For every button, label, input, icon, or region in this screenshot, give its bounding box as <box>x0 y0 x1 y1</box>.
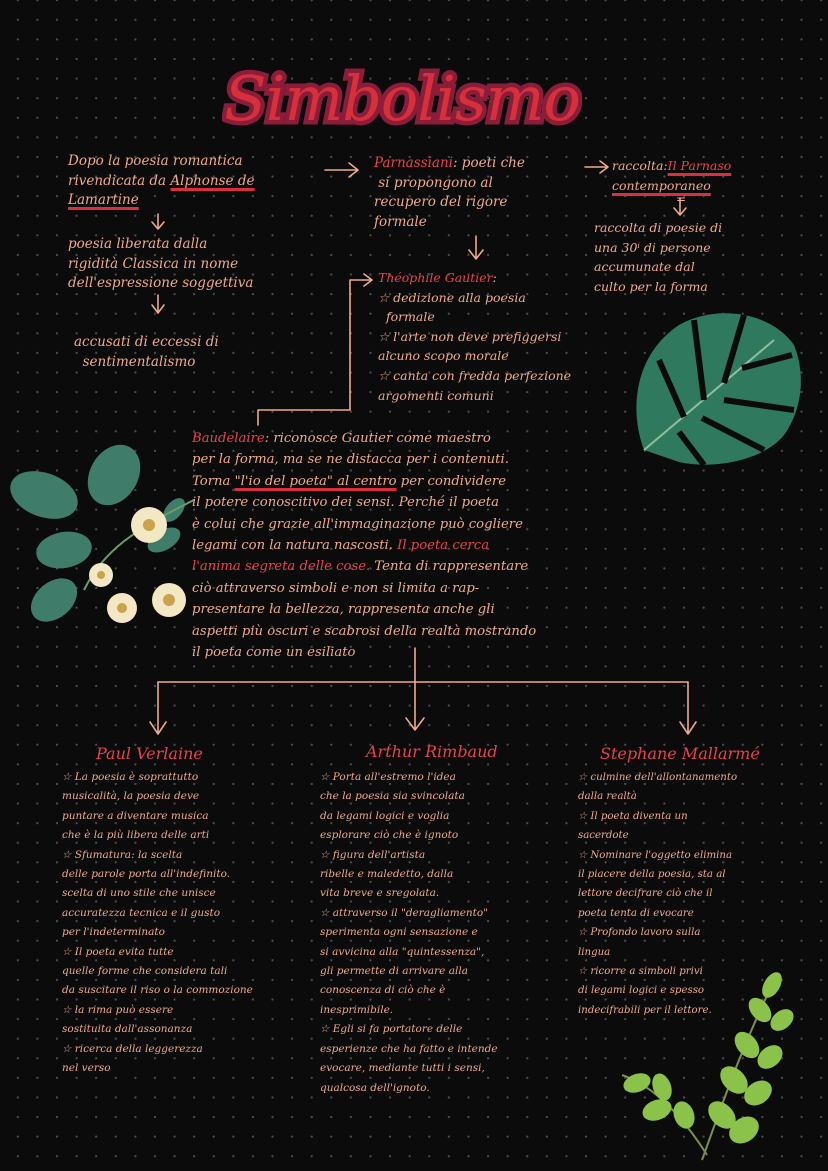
parnassiani-label: Parnassiani <box>374 155 453 171</box>
arrow-to-verlaine <box>150 682 166 734</box>
rimbaud-line: evocare, mediante tutti i sensi, <box>320 1062 485 1075</box>
verlaine-line: ☆ La poesia è soprattutto <box>62 771 199 783</box>
verlaine-heading: Paul Verlaine <box>96 744 203 763</box>
rimbaud-line: esplorare ciò che è ignoto <box>320 829 459 842</box>
gautier-name: Théophile Gautier <box>378 270 493 285</box>
verlaine-line: musicalità, la poesia deve <box>62 790 200 803</box>
baudelaire-highlight: Il poeta cerca <box>397 538 490 554</box>
arrow-parnassiani-to-parnaso <box>585 161 608 173</box>
baudelaire-line: : riconosce Gautier come maestro <box>264 431 491 446</box>
parnaso-desc-line: culto per la forma <box>594 278 708 294</box>
gautier-point: alcuno scopo morale <box>378 348 509 364</box>
mallarme-line: ☆ Nominare l'oggetto elimina <box>578 849 733 861</box>
baudelaire-line: Torna <box>192 473 235 489</box>
gautier-point: formale <box>385 309 435 325</box>
page-title <box>222 48 582 148</box>
mallarme-line: indecifrabili per il lettore. <box>578 1004 712 1016</box>
rimbaud-line: che la poesia sia svincolata <box>320 790 465 803</box>
intro-line1: Dopo la poesia romantica <box>68 153 243 169</box>
rimbaud-line: conoscenza di ciò che è <box>320 984 446 997</box>
parnaso-desc <box>594 218 722 296</box>
accusati-block <box>74 333 219 372</box>
mallarme-line: di legami logici e spesso <box>578 985 705 997</box>
verlaine-text <box>62 768 253 1079</box>
parnaso-name1: Il Parnaso <box>667 158 732 173</box>
baudelaire-name: Baudelaire <box>192 431 265 446</box>
rimbaud-line: si avvicina alla "quintessenza", <box>320 945 485 958</box>
rimbaud-line: qualcosa dell'ignoto. <box>320 1081 430 1094</box>
gautier-point: argomenti comuni <box>378 387 494 403</box>
mallarme-line: ☆ ricorre a simboli privi <box>578 966 703 978</box>
arrow-liberata-down <box>152 295 164 313</box>
rimbaud-line: gli permette di arrivare alla <box>320 965 468 978</box>
rimbaud-line: da legami logici e voglia <box>320 809 450 822</box>
baudelaire-io-poeta: "l'io del poeta" al centro <box>234 473 397 489</box>
rimbaud-line: ☆ Porta all'estremo l'idea <box>320 771 456 783</box>
baudelaire-line: il poeta come un esiliato <box>192 645 356 661</box>
mallarme-line: ☆ Il poeta diventa un <box>578 810 688 822</box>
parnaso-block <box>612 156 731 195</box>
baudelaire-block <box>192 428 536 663</box>
mallarme-line: il piacere della poesia, sta al <box>578 869 726 881</box>
verlaine-line: scelta di uno stile che unisce <box>62 887 216 900</box>
mallarme-line: sacerdote <box>578 830 629 842</box>
baudelaire-line: legami con la natura nascosti. <box>192 538 398 554</box>
parnaso-desc-line: una 30ⁱ di persone <box>594 239 711 255</box>
arrow-parnassiani-down <box>469 236 483 259</box>
baudelaire-line: per condividere <box>396 473 507 489</box>
parnaso-desc-line: accumunate dal <box>594 259 695 275</box>
gautier-block <box>378 268 571 405</box>
gautier-colon: : <box>492 270 497 285</box>
mallarme-line: lingua <box>578 946 611 958</box>
verlaine-line: per l'indeterminato <box>62 926 165 939</box>
rimbaud-line: esperienze che ha fatto e intende <box>320 1042 498 1055</box>
parnaso-name2: contemporaneo <box>612 177 711 193</box>
rimbaud-line: ☆ attraverso il "deragliamento" <box>320 906 489 919</box>
parnassiani-line: formale <box>374 213 427 230</box>
rimbaud-line: ☆ figura dell'artista <box>320 848 426 861</box>
gautier-point: ☆ dedizione alla poesia <box>378 289 526 305</box>
arrow-intro-to-parnassiani <box>325 163 358 177</box>
rimbaud-line: ☆ Egli si fa portatore delle <box>320 1023 463 1036</box>
baudelaire-line: per la forma, ma se ne distacca per i contenuti. <box>192 452 509 468</box>
verlaine-line: ☆ Sfumatura: la scelta <box>62 848 183 861</box>
verlaine-line: nel verso <box>62 1062 111 1075</box>
verlaine-line: da suscitare il riso o la commozione <box>62 984 253 997</box>
liberata-line: rigidità Classica in nome <box>68 255 239 272</box>
mallarme-line: ☆ Profondo lavoro sulla <box>578 927 701 939</box>
baudelaire-line: il potere conoscitivo dei sensi. Perché il poeta <box>192 495 499 511</box>
mallarme-line: poeta tenta di evocare <box>578 907 694 919</box>
verlaine-line: che è la più libera delle arti <box>62 829 210 842</box>
mallarme-heading: Stephane Mallarmé <box>600 744 760 763</box>
accusati-line: accusati di eccessi di <box>74 334 219 350</box>
liberata-block <box>68 235 253 294</box>
parnassiani-text: : poeti che <box>452 155 525 171</box>
verlaine-line: ☆ ricerca della leggerezza <box>62 1042 203 1055</box>
title-text: Simbolismo <box>224 62 580 135</box>
baudelaire-line: è colui che grazie all'immaginazione può cogliere <box>192 516 523 532</box>
verlaine-line: sostituita dall'assonanza <box>62 1023 193 1036</box>
rimbaud-text <box>320 768 498 1098</box>
liberata-line: poesia liberata dalla <box>68 236 208 252</box>
intro-name2: Lamartine <box>68 192 139 209</box>
gautier-point: ☆ l'arte non deve prefiggersi <box>378 328 562 344</box>
mallarme-line: ☆ culmine dell'allontanamento <box>578 772 738 783</box>
parnaso-equals: = <box>676 192 687 206</box>
baudelaire-line: aspetti più oscuri e scabrosi della realtà mostrando <box>192 623 537 639</box>
liberata-line: dell'espressione soggettiva <box>68 275 254 292</box>
verlaine-line: ☆ Il poeta evita tutte <box>62 945 174 958</box>
rimbaud-line: inesprimibile. <box>320 1003 394 1016</box>
parnaso-prefix: raccolta: <box>612 158 668 173</box>
accusati-line: sentimentalismo <box>82 353 196 370</box>
verlaine-line: quelle forme che considera tali <box>62 965 228 978</box>
verlaine-line: ☆ la rima può essere <box>62 1003 174 1016</box>
baudelaire-line: presentare la bellezza, rappresenta anche gli <box>192 602 495 618</box>
gautier-point: ☆ canta con fredda perfezione <box>378 367 572 383</box>
rimbaud-line: sperimenta ogni sensazione e <box>320 926 478 939</box>
mallarme-line: dalla realtà <box>578 791 637 803</box>
intro-name1: Alphonse de <box>170 172 255 189</box>
intro-line2: rivendicata da <box>68 172 167 189</box>
baudelaire-line: Tenta di rappresentare <box>370 559 529 575</box>
parnassiani-block <box>374 154 525 232</box>
rimbaud-line: ribelle e maledetto, dalla <box>320 868 454 881</box>
parnassiani-line: si propongono al <box>378 174 493 191</box>
verlaine-line: puntare a diventare musica <box>62 809 209 822</box>
line-baudelaire-to-gautier <box>258 274 372 425</box>
parnaso-desc-line: raccolta di poesie di <box>594 220 723 235</box>
baudelaire-highlight: l'anima segreta delle cose. <box>192 559 371 575</box>
rimbaud-line: vita breve e sregolata. <box>320 887 440 900</box>
intro-block <box>68 152 254 211</box>
verlaine-line: delle parole porta all'indefinito. <box>62 868 231 881</box>
monstera-leaf-icon <box>624 300 804 470</box>
mallarme-line: lettore decifrare ciò che il <box>578 888 713 900</box>
baudelaire-line: ciò attraverso simboli e non si limita a rap- <box>192 580 480 596</box>
arrow-to-mallarme <box>680 682 696 734</box>
rimbaud-heading: Arthur Rimbaud <box>366 742 498 761</box>
arrow-lamartine-down <box>152 214 164 229</box>
flower-bouquet-icon <box>4 440 204 630</box>
fern-branch-icon <box>612 965 812 1165</box>
verlaine-line: accuratezza tecnica e il gusto <box>62 906 221 919</box>
parnassiani-line: recupero del rigore <box>374 194 508 211</box>
